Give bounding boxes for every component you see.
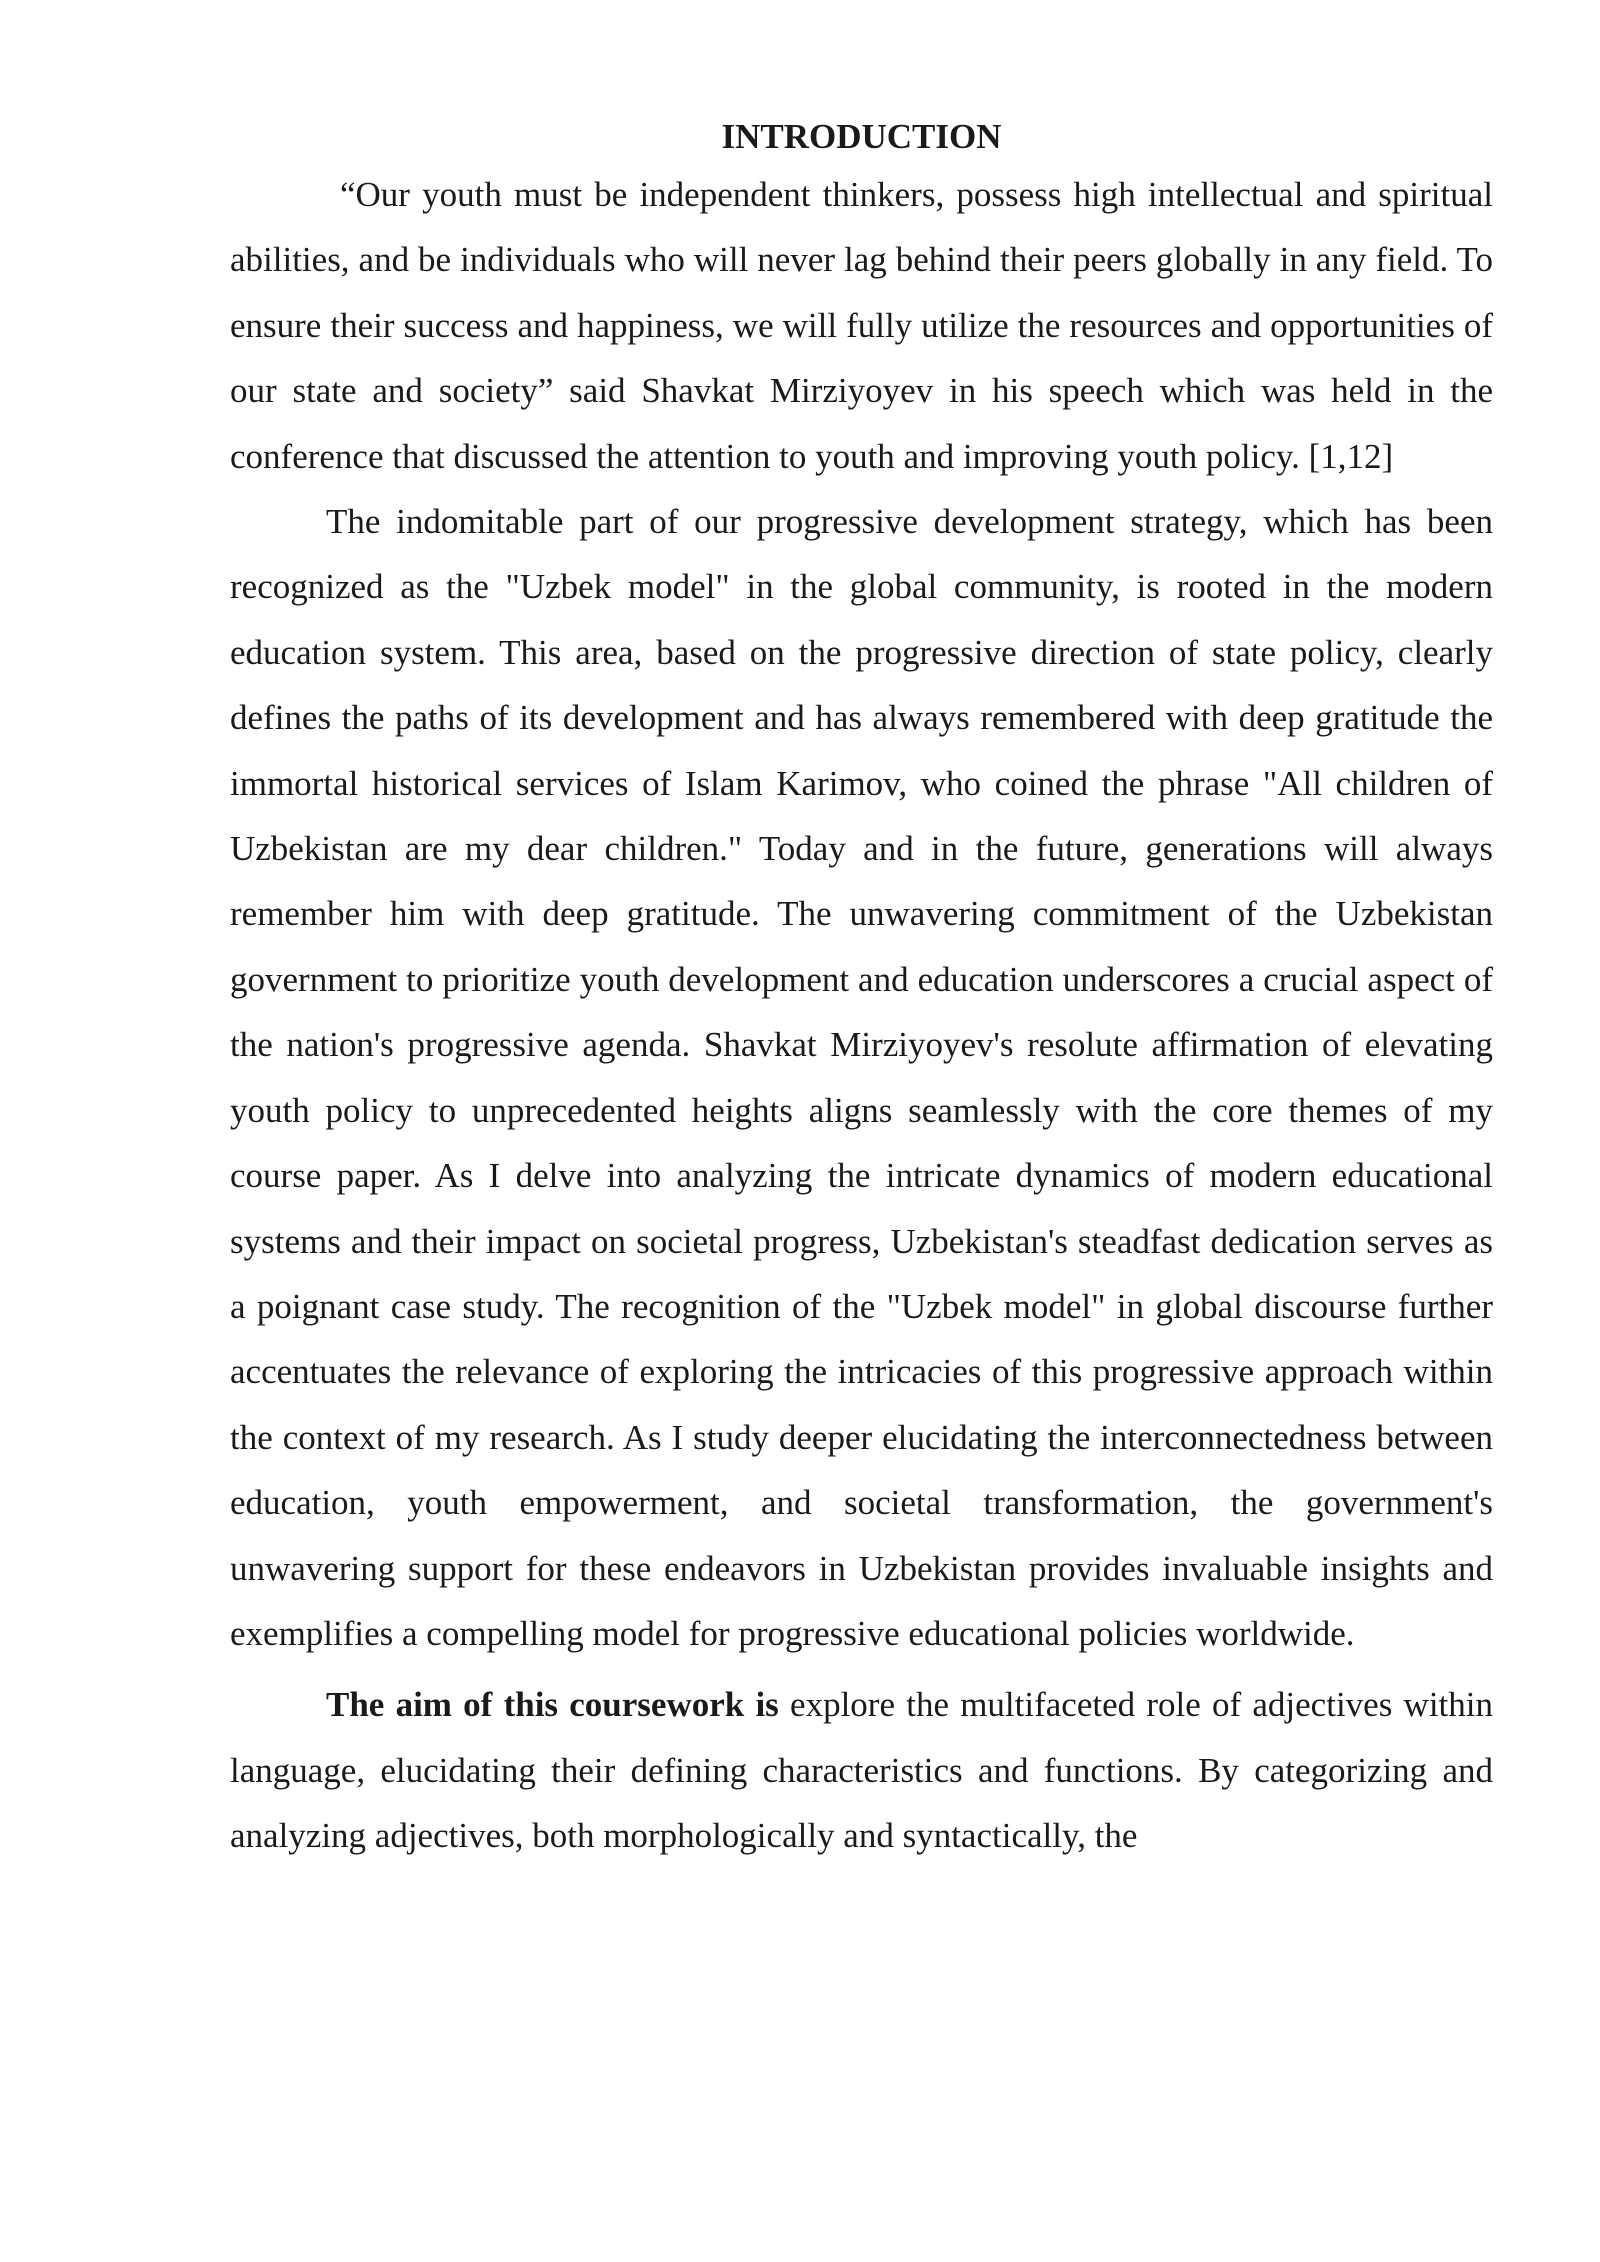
document-page: [230, 112, 1493, 1869]
aim-heading: The aim of this coursework is: [326, 1685, 779, 1725]
page-title: INTRODUCTION: [721, 117, 1002, 156]
aim-text: explore the multifaceted role of adjectives within language, elucidating their defining characteristics and functions. By categorizing and analyzing adjectives, both morphologically and syntactically, the: [230, 1685, 1493, 1856]
paragraph-aim: [230, 1672, 1493, 1868]
paragraph-quote: “Our youth must be independent thinkers, possess high intellectual and spiritual abilities, and be individuals who will never lag behind their peers globally in any field. To ensure their success and happiness, we will fully utilize the resources and opportunities of our state and society” said Shavkat Mirziyoyev in his speech which was held in the conference that discussed the attention to youth and improving youth policy. [1,12]: [230, 175, 1493, 476]
paragraph-uzbek-model: The indomitable part of our progressive development strategy, which has been recognized as the "Uzbek model" in the global community, is rooted in the modern education system. This area, based on the progressive direction of state policy, clearly defines the paths of its development and has always remembered with deep gratitude the immortal historical services of Islam Karimov, who coined the phrase "All children of Uzbekistan are my dear children." Today and in the future, generations will always remember him with deep gratitude. The unwavering commitment of the Uzbekistan government to prioritize youth development and education underscores a crucial aspect of the nation's progressive agenda. Shavkat Mirziyoyev's resolute affirmation of elevating youth policy to unprecedented heights aligns seamlessly with the core themes of my course paper. As I delve into analyzing the intricate dynamics of modern educational systems and their impact on societal progress, Uzbekistan's steadfast dedication serves as a poignant case study. The recognition of the "Uzbek model" in global discourse further accentuates the relevance of exploring the intricacies of this progressive approach within the context of my research. As I study deeper elucidating the interconnectedness between education, youth empowerment, and societal transformation, the government's unwavering support for these endeavors in Uzbekistan provides invaluable insights and exemplifies a compelling model for progressive educational policies worldwide.: [230, 502, 1493, 1653]
